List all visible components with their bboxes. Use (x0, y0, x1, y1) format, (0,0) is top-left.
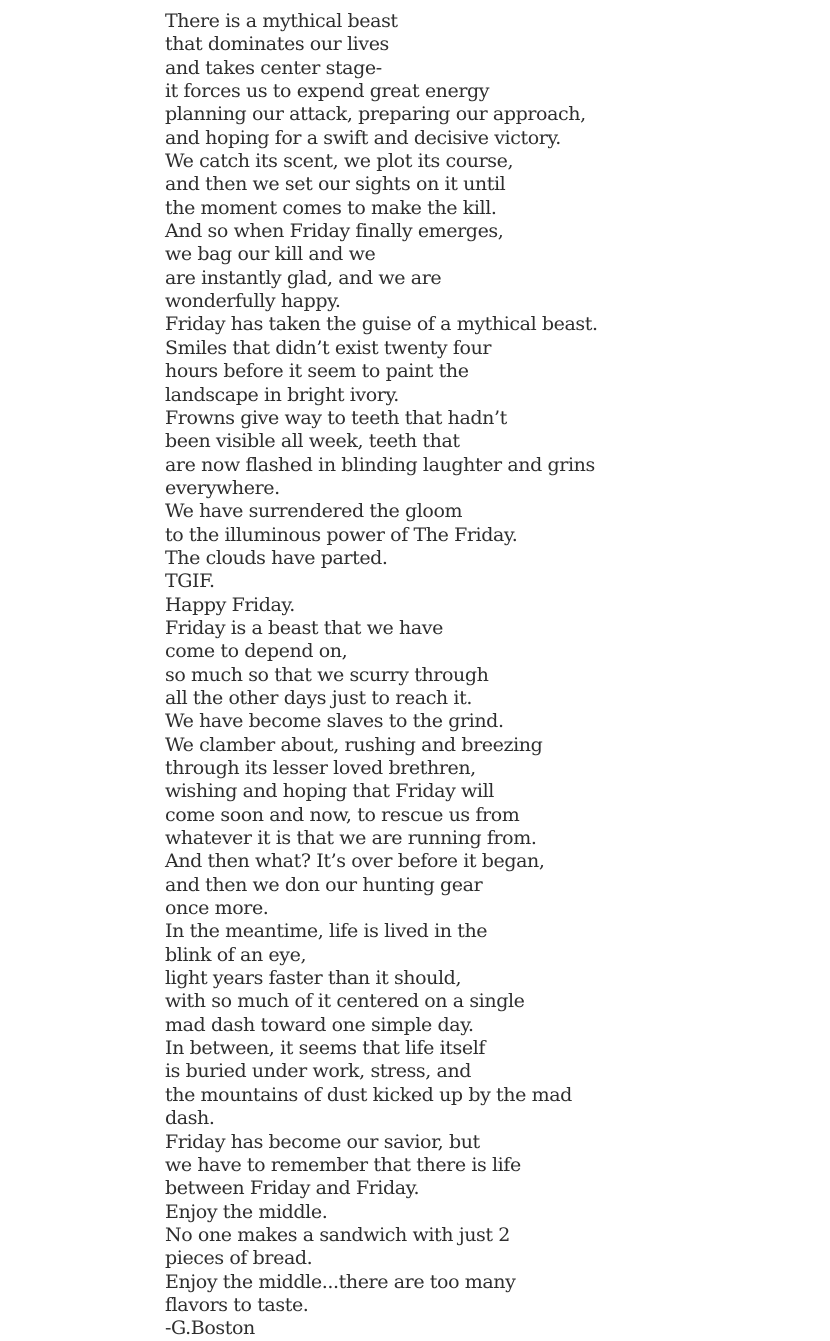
poem-text (165, 10, 598, 1341)
poem-line: The clouds have parted. (165, 546, 388, 569)
poem-line: We have surrendered the gloom (165, 500, 463, 523)
poem-line: and then we don our hunting gear (165, 873, 483, 896)
poem-line: We catch its scent, we plot its course, (165, 150, 514, 173)
poem-line: Friday has become our savior, but (165, 1130, 480, 1153)
poem-line: wonderfully happy. (165, 290, 341, 313)
poem-line: landscape in bright ivory. (165, 383, 399, 406)
poem-line: Frowns give way to teeth that hadn’t (165, 406, 507, 429)
poem-line: and takes center stage- (165, 56, 382, 79)
poem-line: In the meantime, life is lived in the (165, 920, 488, 943)
poem-line: are now flashed in blinding laughter and grins (165, 453, 595, 476)
poem-line: we have to remember that there is life (165, 1153, 521, 1176)
poem-line: mad dash toward one simple day. (165, 1013, 474, 1036)
poem-line: been visible all week, teeth that (165, 430, 460, 453)
poem-line: flavors to taste. (165, 1293, 309, 1316)
poem-line: to the illuminous power of The Friday. (165, 523, 518, 546)
poem-line: Enjoy the middle. (165, 1200, 328, 1223)
poem-line: hours before it seem to paint the (165, 360, 469, 383)
poem-line: and hoping for a swift and decisive victory. (165, 126, 561, 149)
poem-line: We have become slaves to the grind. (165, 710, 504, 733)
poem-line: pieces of bread. (165, 1247, 313, 1270)
poem-line: with so much of it centered on a single (165, 990, 525, 1013)
poem-line: is buried under work, stress, and (165, 1060, 472, 1083)
poem-line: dash. (165, 1107, 215, 1130)
poem-line: so much so that we scurry through (165, 663, 489, 686)
poem-line: And so when Friday finally emerges, (165, 220, 504, 243)
poem-line: are instantly glad, and we are (165, 266, 442, 289)
poem-line: Smiles that didn’t exist twenty four (165, 336, 492, 359)
poem-line: planning our attack, preparing our approach, (165, 103, 586, 126)
poem-line: There is a mythical beast (165, 10, 398, 32)
poem-line: the moment comes to make the kill. (165, 196, 497, 219)
poem-line: once more. (165, 897, 269, 920)
poem-line: Enjoy the middle...there are too many (165, 1270, 516, 1293)
poem-line: We clamber about, rushing and breezing (165, 733, 543, 756)
poem-line: In between, it seems that life itself (165, 1037, 486, 1060)
poem-line: through its lesser loved brethren, (165, 757, 476, 779)
author-signature: -G.Boston (165, 1317, 255, 1340)
poem-line: Happy Friday. (165, 593, 295, 616)
poem-line: come soon and now, to rescue us from (165, 803, 520, 826)
poem-line: and then we set our sights on it until (165, 173, 506, 196)
poem-line: all the other days just to reach it. (165, 686, 472, 709)
poem-line: TGIF. (165, 570, 215, 593)
poem-line: Friday is a beast that we have (165, 616, 443, 639)
poem-line: No one makes a sandwich with just 2 (165, 1223, 510, 1246)
poem-line: whatever it is that we are running from. (165, 827, 537, 850)
poem-line: the mountains of dust kicked up by the mad (165, 1083, 572, 1106)
poem-line: everywhere. (165, 476, 280, 499)
poem-line: And then what? It’s over before it began, (165, 850, 545, 873)
poem-line: wishing and hoping that Friday will (165, 780, 494, 803)
poem-line: that dominates our lives (165, 33, 389, 56)
poem-line: come to depend on, (165, 640, 348, 663)
poem-line: we bag our kill and we (165, 243, 376, 266)
poem-line: light years faster than it should, (165, 967, 462, 990)
poem-line: blink of an eye, (165, 943, 307, 966)
poem-line: it forces us to expend great energy (165, 80, 490, 103)
poem-line: Friday has taken the guise of a mythical beast. (165, 313, 598, 336)
poem-line: between Friday and Friday. (165, 1177, 420, 1200)
